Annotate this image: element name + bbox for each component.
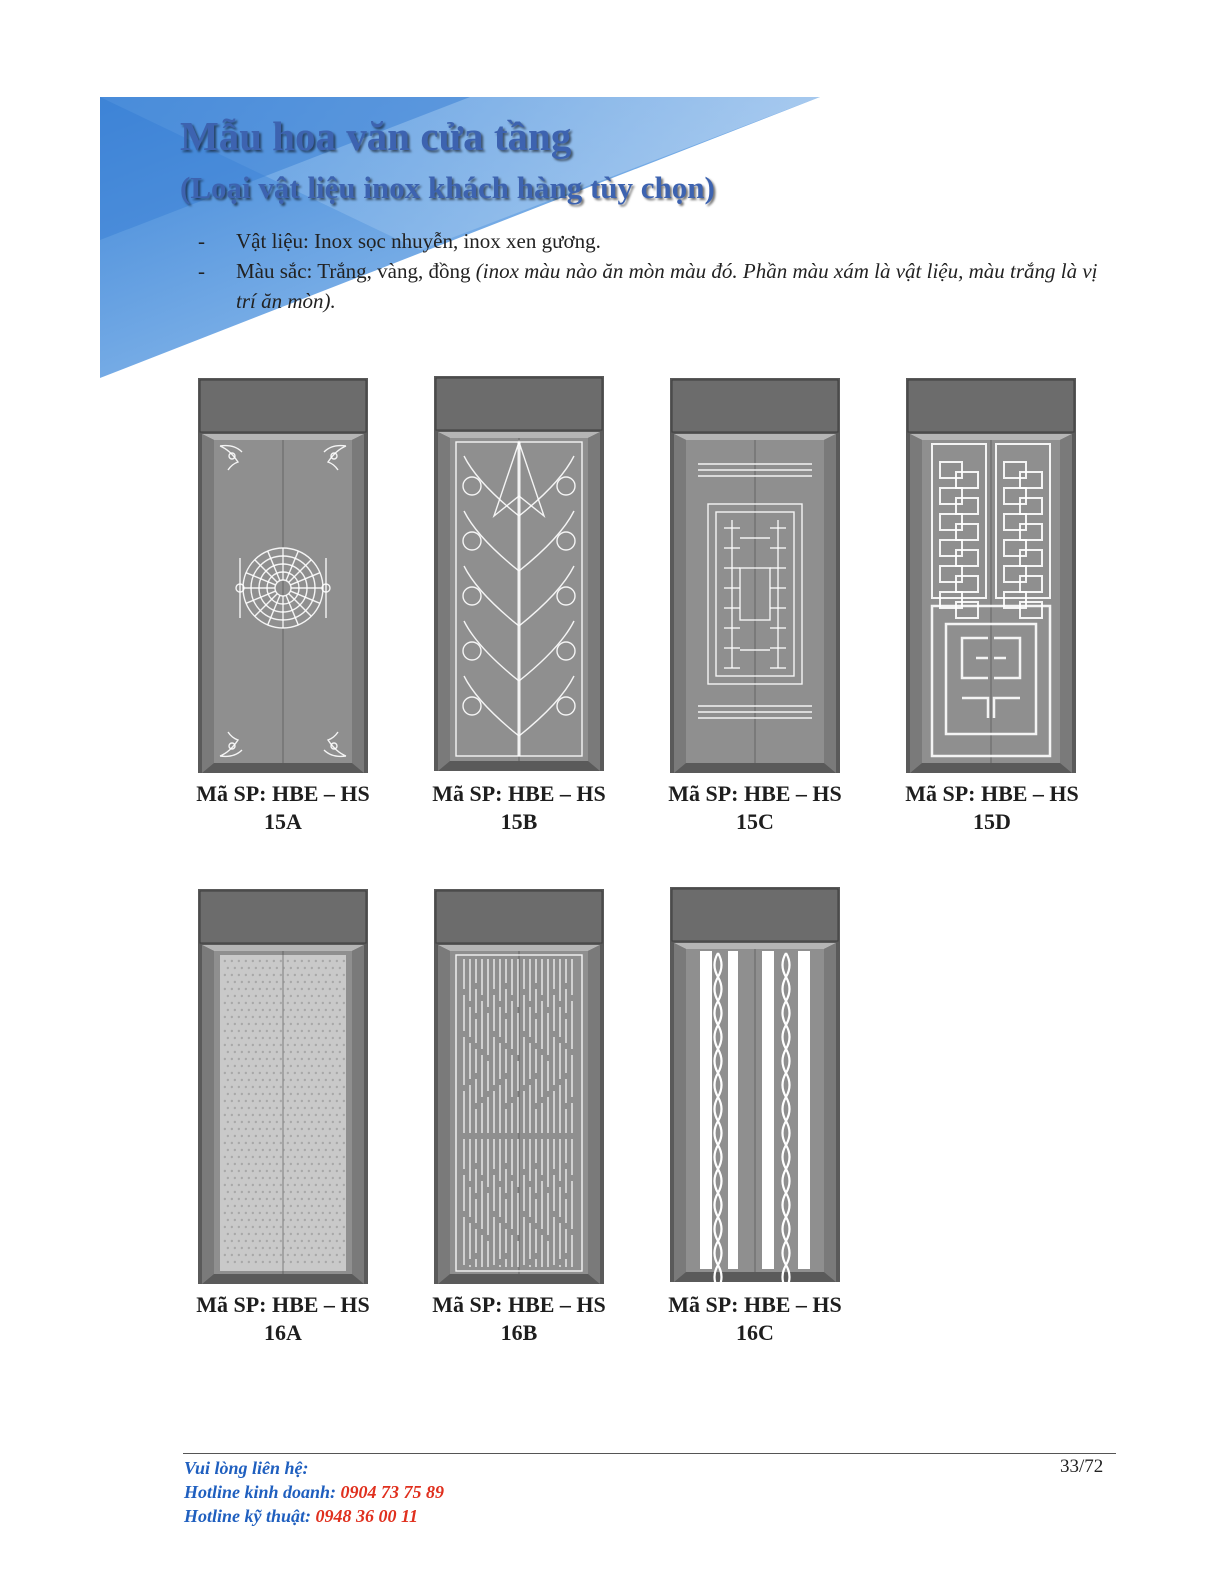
spec-item-color — [198, 256, 1118, 316]
product-code: Mã SP: HBE – HS — [668, 1292, 842, 1317]
sales-hotline — [184, 1480, 444, 1504]
door-image-16a — [198, 889, 368, 1284]
spec-text: Vật liệu: Inox sọc nhuyễn, inox xen gương. — [236, 229, 601, 253]
product-caption-15a — [173, 780, 393, 836]
footer-divider — [183, 1453, 1116, 1454]
product-caption-15b — [409, 780, 629, 836]
product-caption-16a — [173, 1291, 393, 1347]
door-image-16b — [434, 889, 604, 1284]
page-number: 33/72 — [1060, 1456, 1104, 1477]
bullet-dash: - — [198, 259, 205, 283]
spec-note: (inox màu nào ăn mòn màu đó. Phần màu xám là vật liệu, màu trắng là vị trí ăn mòn). — [236, 259, 1098, 313]
page-title: Mẫu hoa văn cửa tầng — [180, 113, 572, 159]
page-subtitle: (Loại vật liệu inox khách hàng tùy chọn) — [180, 170, 715, 205]
product-caption-16b — [409, 1291, 629, 1347]
spec-list — [198, 226, 1118, 316]
door-image-15b — [434, 376, 604, 771]
spec-text: Màu sắc: Trắng, vàng, đồng — [236, 259, 476, 283]
door-image-15c — [670, 378, 840, 773]
product-code: Mã SP: HBE – HS — [196, 781, 370, 806]
product-suffix: 16B — [500, 1320, 538, 1345]
product-code: Mã SP: HBE – HS — [432, 1292, 606, 1317]
sales-hotline-number: 0904 73 75 89 — [340, 1482, 445, 1502]
product-code: Mã SP: HBE – HS — [905, 781, 1079, 806]
footer-contact — [184, 1456, 444, 1528]
product-suffix: 15D — [973, 809, 1011, 834]
contact-label: Vui lòng liên hệ: — [184, 1458, 309, 1478]
product-code: Mã SP: HBE – HS — [196, 1292, 370, 1317]
product-suffix: 15B — [500, 809, 538, 834]
door-image-15d — [906, 378, 1076, 773]
product-code: Mã SP: HBE – HS — [432, 781, 606, 806]
door-image-16c — [670, 887, 840, 1282]
product-suffix: 16A — [264, 1320, 302, 1345]
product-suffix: 15A — [264, 809, 302, 834]
product-code: Mã SP: HBE – HS — [668, 781, 842, 806]
tech-hotline-label: Hotline kỹ thuật: — [184, 1506, 316, 1526]
sales-hotline-label: Hotline kinh doanh: — [184, 1482, 341, 1502]
spec-item-material — [198, 226, 1118, 256]
tech-hotline-number: 0948 36 00 11 — [315, 1506, 419, 1526]
bullet-dash: - — [198, 229, 205, 253]
product-suffix: 15C — [736, 809, 774, 834]
product-suffix: 16C — [736, 1320, 774, 1345]
door-image-15a — [198, 378, 368, 773]
tech-hotline — [184, 1504, 444, 1528]
product-caption-15d — [882, 780, 1102, 836]
product-caption-16c — [645, 1291, 865, 1347]
product-caption-15c — [645, 780, 865, 836]
